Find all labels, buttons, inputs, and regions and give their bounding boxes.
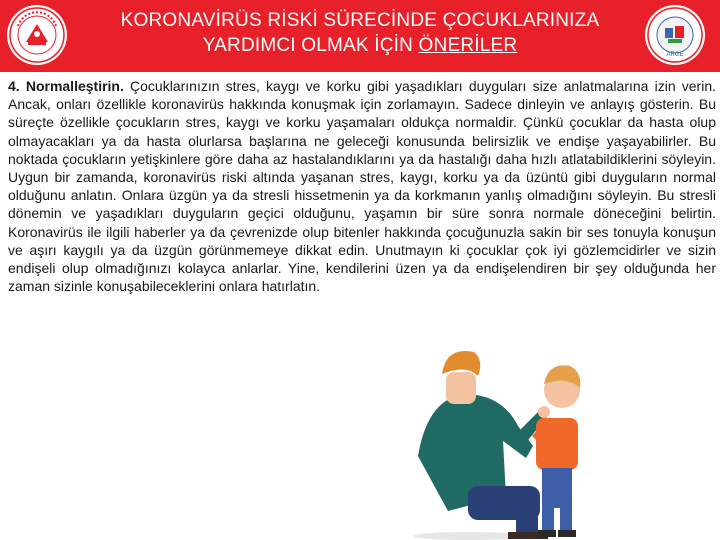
parent-child-illustration (408, 336, 608, 540)
section-body: Çocuklarınızın stres, kaygı ve korku gibi yaşadıkları duyguları size anlatmalarına izin verin. Ancak, onları özellikle koronavirüs hakkında konuşmak için zorlamayın. Sadece dinleyin ve anlayış gösterin. Bu süreçte özellikle çocukların stres, kaygı ve korku yaşamaları oldukça normaldir. Çünkü çocuklar da hasta olup olmayacakları ya da hasta olurlarsa başlarına ne geleceği konusunda belirsizlik ve endişe yaşayabilirler. Bu noktada çocukların yetişkinlere göre daha az hastalandıklarını ya da hastalığı daha hızlı atlatabildiklerini söyleyin. Uygun bir zamanda, koronavirüs riski altında yaşanan stres, kaygı, korku ya da üzüntü gibi duyguların normal olduğunu anlatın. Onlara üzgün ya da stresli hissetmenin ya da korkmanın yanlış olmadığını söyleyin. Bu stresli dönemin ve yaşadıkları duyguların geçici olduğunu, yaşamın bir süre sonra normale döneceğini belirtin. Koronavirüs ile ilgili haberler ya da çevrenizde olup bitenler hakkında çocuğunuzla sakin bir ses tonuyla konuşun ve aşırı kaygılı ya da üzgün görünmemeye dikkat edin. Unutmayın ki çocuklar çok iyi gözlemcidirler ve sizin endişeli olup olmadığınızı kolayca anlarlar. Yine, kendilerini üzen ya da endişelendiren bir şey olduğunda her zaman sizinle konuşabileceklerini onlara hatırlatın. (8, 78, 717, 295)
title-line-2-prefix: YARDIMCI OLMAK İÇİN (202, 35, 419, 56)
section-heading: 4. Normalleştirin. (8, 78, 124, 94)
page-title (80, 8, 640, 58)
title-line-1: KORONAVİRÜS RİSKİ SÜRECİNDE ÇOCUKLARINIZA (120, 10, 600, 31)
meb-logo (6, 4, 68, 66)
main-text (8, 77, 716, 295)
header-banner (0, 0, 720, 72)
title-line-2 (80, 33, 640, 58)
arge-logo-text: ARGE (666, 52, 684, 58)
title-emphasis: ÖNERİLER (418, 35, 518, 56)
arge-logo (644, 4, 706, 66)
